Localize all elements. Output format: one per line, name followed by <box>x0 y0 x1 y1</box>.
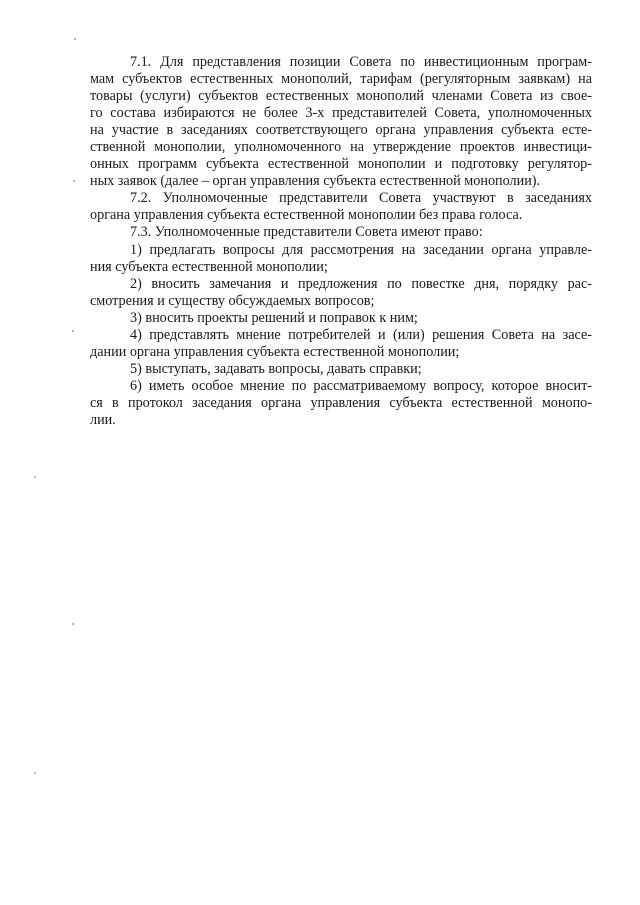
list-item-3-line: 3) вносить проекты решений и поправок к ним; <box>130 309 418 326</box>
scan-speck <box>34 476 36 478</box>
paragraph-7-1-line: товары (услуги) субъектов естественных монополий членами Совета из свое- <box>90 88 592 105</box>
paragraph-7-1-line: на участие в заседаниях соответствующего органа управления субъекта есте- <box>90 122 592 139</box>
list-item-5-line: 5) выступать, задавать вопросы, давать справки; <box>130 360 422 377</box>
list-item-1-line: 1) предлагать вопросы для рассмотрения на заседании органа управле- <box>130 241 592 258</box>
paragraph-7-1-line: мам субъектов естественных монополий, тарифам (регуляторным заявкам) на <box>90 71 592 88</box>
paragraph-7-3-heading: 7.3. Уполномоченные представители Совета имеют право: <box>130 224 483 241</box>
document-body <box>90 54 592 429</box>
paragraph-7-2-line: органа управления субъекта естественной монополии без права голоса. <box>90 207 523 224</box>
list-item-4-line: дании органа управления субъекта естественной монополии; <box>90 343 460 360</box>
list-item-6-line: 6) иметь особое мнение по рассматриваемому вопросу, которое вносит- <box>130 377 592 394</box>
scan-speck <box>72 330 74 332</box>
scan-speck <box>72 623 74 625</box>
paragraph-7-1-line: го состава избираются не более 3-х представителей Совета, уполномоченных <box>90 105 592 122</box>
list-item-2-line: смотрения и существу обсуждаемых вопросов; <box>90 292 375 309</box>
scan-speck <box>74 38 76 40</box>
scan-speck <box>34 772 36 774</box>
list-item-1-line: ния субъекта естественной монополии; <box>90 258 328 275</box>
paragraph-7-1-line: онных программ субъекта естественной монополии и подготовку регулятор- <box>90 156 592 173</box>
paragraph-7-1-line: ственной монополии, уполномоченного на утверждение проектов инвестици- <box>90 139 592 156</box>
list-item-6-line: ся в протокол заседания органа управления субъекта естественной монопо- <box>90 394 592 411</box>
paragraph-7-1-line: 7.1. Для представления позиции Совета по инвестиционным програм- <box>130 54 592 70</box>
paragraph-7-2-line: 7.2. Уполномоченные представители Совета участвуют в заседаниях <box>130 190 592 207</box>
scan-speck <box>73 180 75 182</box>
list-item-4-line: 4) представлять мнение потребителей и (или) решения Совета на засе- <box>130 326 592 343</box>
list-item-2-line: 2) вносить замечания и предложения по повестке дня, порядку рас- <box>130 275 592 292</box>
list-item-6-line: лии. <box>90 411 116 428</box>
paragraph-7-1-line: ных заявок (далее – орган управления субъекта естественной монополии). <box>90 173 541 190</box>
